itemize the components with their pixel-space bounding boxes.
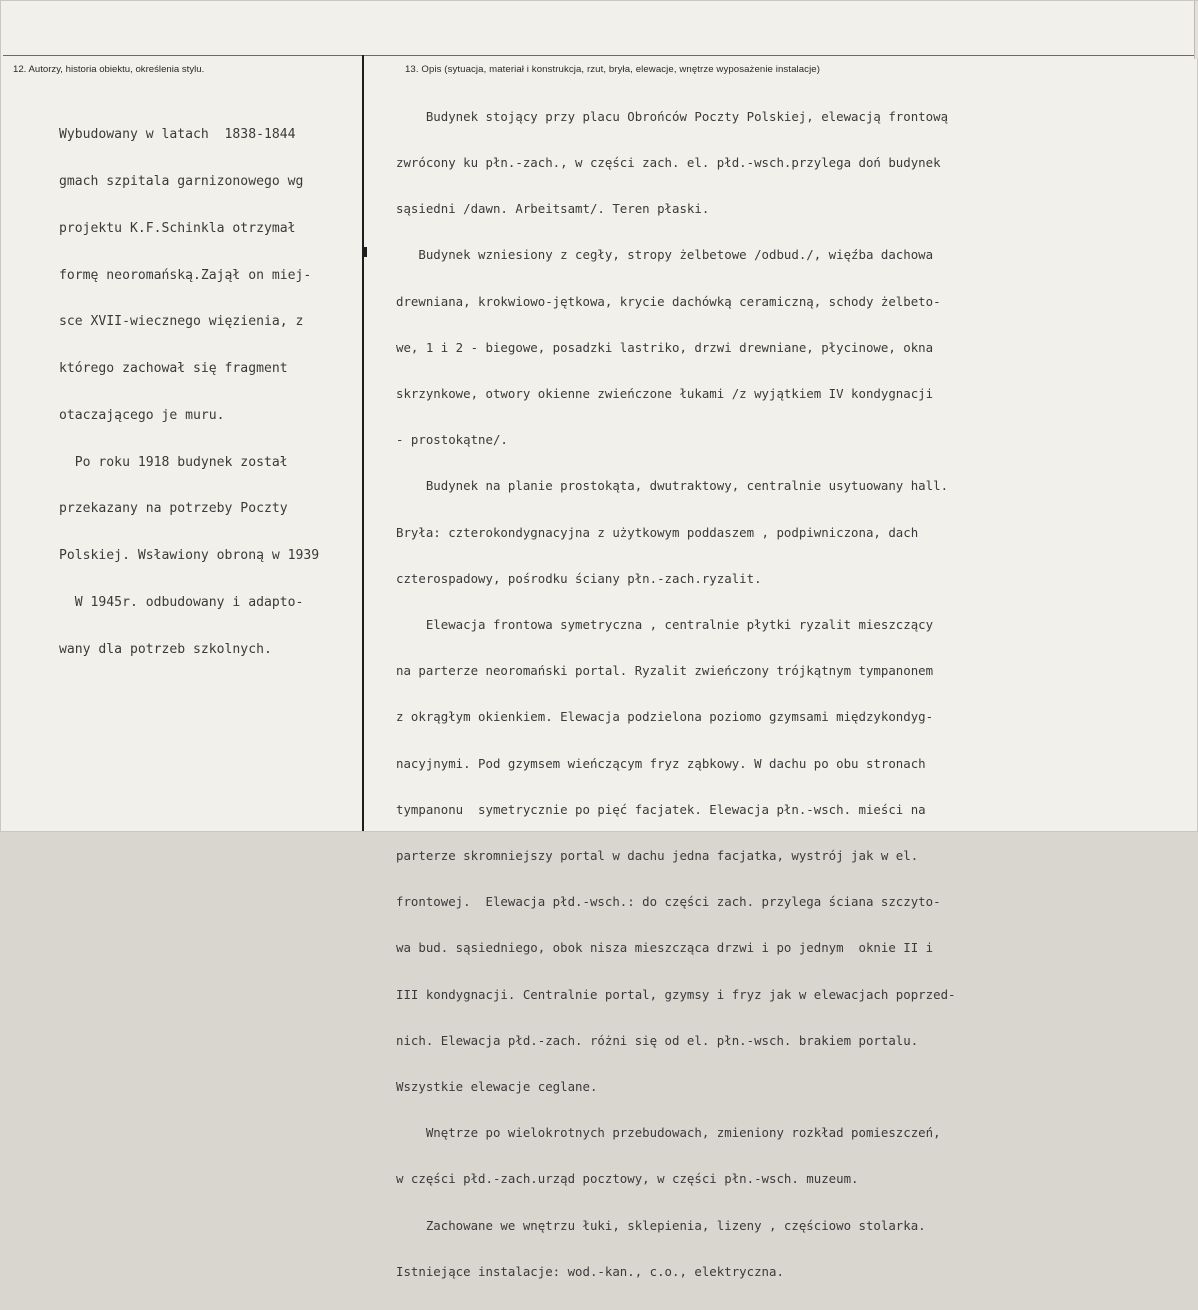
text-line: Bryła: czterokondygnacyjna z użytkowym poddaszem , podpiwniczona, dach xyxy=(396,524,919,540)
text-line: Po roku 1918 budynek został xyxy=(59,454,288,470)
text-line: na parterze neoromański portal. Ryzalit zwieńczony trójkątnym tympanonem xyxy=(396,663,934,679)
text-line: czterospadowy, pośrodku ściany płn.-zach.ryzalit. xyxy=(396,570,762,586)
text-line: formę neoromańską.Zajął on miej- xyxy=(59,267,312,283)
text-line: Wszystkie elewacje ceglane. xyxy=(396,1079,598,1095)
text-line: Polskiej. Wsławiony obroną w 1939 xyxy=(59,548,320,564)
text-line: Wnętrze po wielokrotnych przebudowach, zmieniony rozkład pomieszczeń, xyxy=(396,1125,941,1141)
section-13-text xyxy=(396,78,1186,1310)
text-line: parterze skromniejszy portal w dachu jedna facjatka, wystrój jak w el. xyxy=(396,848,919,864)
text-line: Budynek wzniesiony z cegły, stropy żelbetowe /odbud./, więźba dachowa xyxy=(396,247,934,263)
text-line: frontowej. Elewacja płd.-wsch.: do części zach. przylega ściana szczyto- xyxy=(396,894,941,910)
text-line: sąsiedni /dawn. Arbeitsamt/. Teren płaski. xyxy=(396,201,710,217)
section-13-heading: 13. Opis (sytuacja, materiał i konstrukcja, rzut, bryła, elewacje, wnętrze wyposażenie instalacje) xyxy=(405,64,821,75)
text-line: projektu K.F.Schinkla otrzymał xyxy=(59,220,296,236)
text-line: tympanonu symetrycznie po pięć facjatek. Elewacja płn.-wsch. mieści na xyxy=(396,801,926,817)
text-line: otaczającego je muru. xyxy=(59,407,225,423)
text-line: we, 1 i 2 - biegowe, posadzki lastriko, drzwi drewniane, płycinowe, okna xyxy=(396,339,934,355)
text-line: drewniana, krokwiowo-jętkowa, krycie dachówką ceramiczną, schody żelbeto- xyxy=(396,293,941,309)
text-line: Budynek stojący przy placu Obrońców Poczty Polskiej, elewacją frontową xyxy=(396,108,949,124)
text-line: nich. Elewacja płd.-zach. różni się od el. płn.-wsch. brakiem portalu. xyxy=(396,1032,919,1048)
text-line: przekazany na potrzeby Poczty xyxy=(59,501,288,517)
top-rule xyxy=(3,55,1195,56)
text-line: którego zachował się fragment xyxy=(59,361,288,377)
text-line: III kondygnacji. Centralnie portal, gzymsy i fryz jak w elewacjach poprzed- xyxy=(396,986,956,1002)
section-12-heading: 12. Autorzy, historia obiektu, określenia stylu. xyxy=(13,64,205,75)
text-line: nacyjnymi. Pod gzymsem wieńczącym fryz ząbkowy. W dachu po obu stronach xyxy=(396,755,926,771)
text-line: w części płd.-zach.urząd pocztowy, w części płn.-wsch. muzeum. xyxy=(396,1171,859,1187)
text-line: Elewacja frontowa symetryczna , centralnie płytki ryzalit mieszczący xyxy=(396,617,934,633)
text-line: Istniejące instalacje: wod.-kan., c.o., elektryczna. xyxy=(396,1263,784,1279)
text-line: sce XVII-wiecznego więzienia, z xyxy=(59,314,304,330)
text-line: gmach szpitala garnizonowego wg xyxy=(59,173,304,189)
text-line: wa bud. sąsiedniego, obok nisza mieszcząca drzwi i po jednym oknie II i xyxy=(396,940,934,956)
text-line: - prostokątne/. xyxy=(396,432,508,448)
section-12-text xyxy=(59,96,359,689)
divider-tick xyxy=(363,247,367,257)
text-line: wany dla potrzeb szkolnych. xyxy=(59,641,272,657)
text-line: Zachowane we wnętrzu łuki, sklepienia, lizeny , częściowo stolarka. xyxy=(396,1217,926,1233)
text-line: Wybudowany w latach 1838-1844 xyxy=(59,127,296,143)
text-line: Budynek na planie prostokąta, dwutraktowy, centralnie usytuowany hall. xyxy=(396,478,949,494)
column-divider xyxy=(362,55,364,831)
text-line: W 1945r. odbudowany i adapto- xyxy=(59,595,304,610)
card-edge xyxy=(1194,1,1198,59)
text-line: zwrócony ku płn.-zach., w części zach. el. płd.-wsch.przylega doń budynek xyxy=(396,155,941,171)
text-line: skrzynkowe, otwory okienne zwieńczone łukami /z wyjątkiem IV kondygnacji xyxy=(396,386,934,402)
text-line: z okrągłym okienkiem. Elewacja podzielona poziomo gzymsami międzykondyg- xyxy=(396,709,934,725)
